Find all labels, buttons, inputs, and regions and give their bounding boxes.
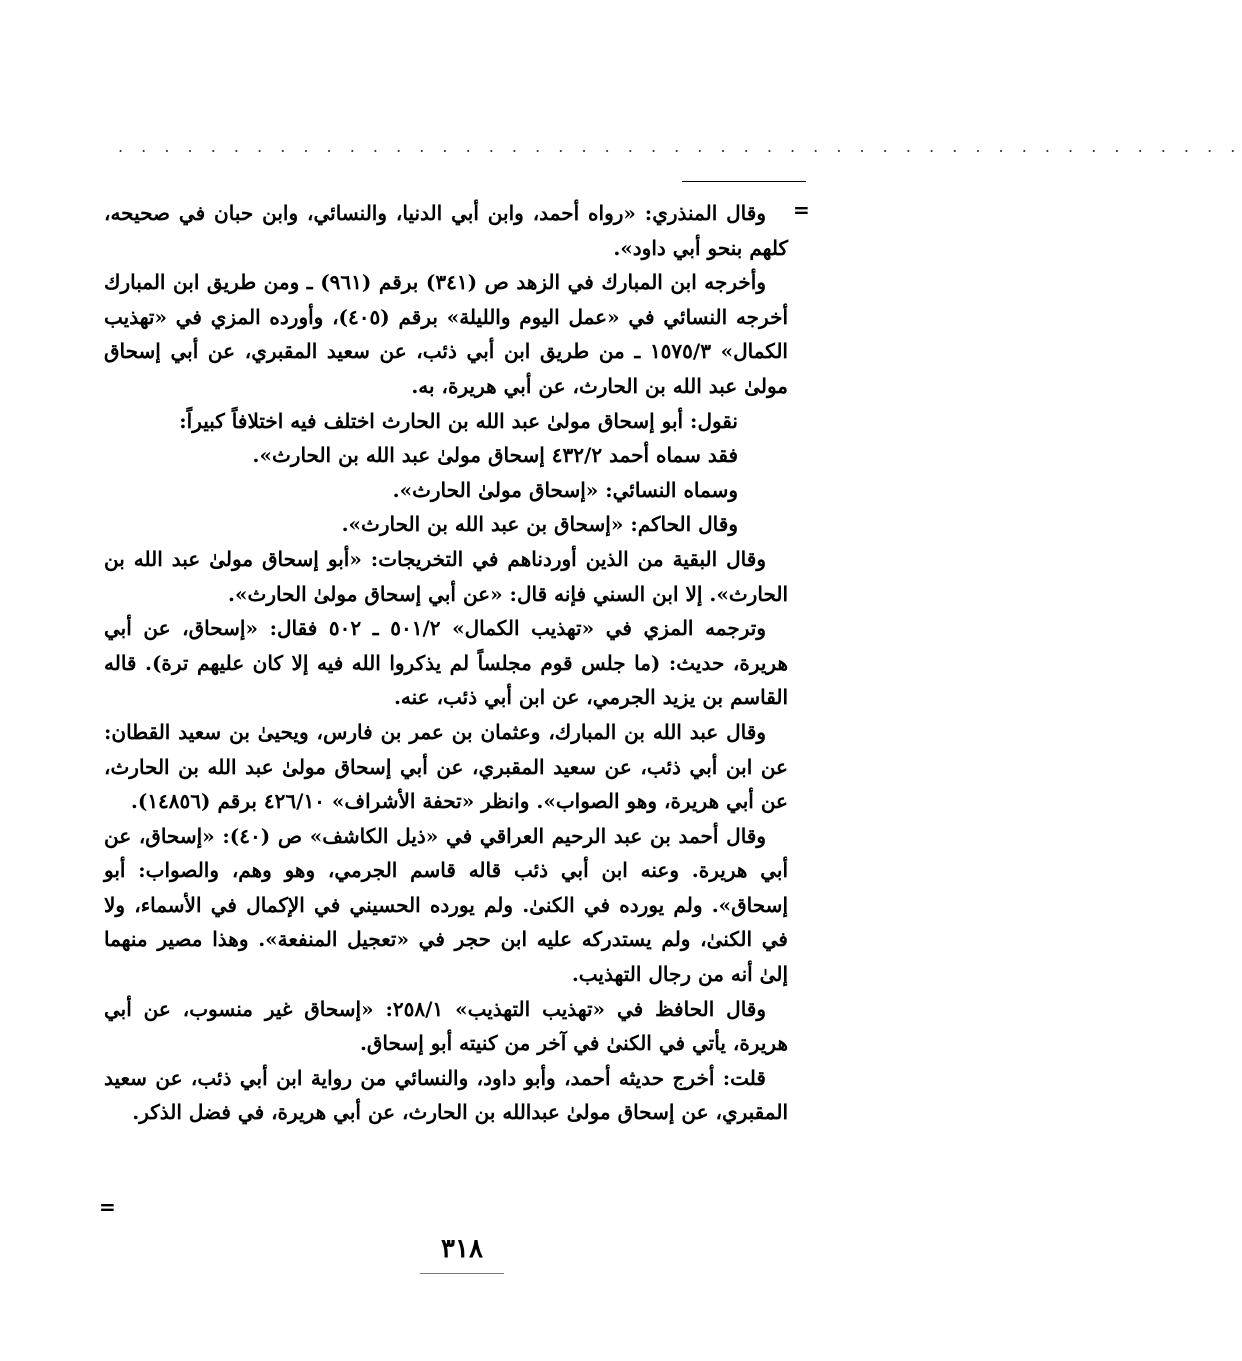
paragraph-iraqi: وقال أحمد بن عبد الرحيم العراقي في «ذيل الكاشف» ص (٤٠): «إسحاق، عن أبي هريرة. وعنه ابن أبي ذئب قاله قاسم الجرمي، وهو وهم، والصواب: أبو إسحاق». ولم يورده في الكنىٰ. ولم يورده الحسيني في الإكمال في الأسماء، ولا في الكنىٰ، ولم يستدركه عليه ابن حجر في «تعجيل المنفعة». وهذا مصير منهما إلىٰ أنه من رجال التهذيب. (104, 823, 788, 987)
separator-dots: . . . . . . . . . . . . . . . . . . . . . . . . . . . . . . . . . . . . . . . . . . . . . . . . . (118, 137, 1242, 156)
footnote-rule (682, 181, 806, 182)
continuation-marker-start: = (793, 198, 810, 222)
page-number: ٣١٨ (441, 1234, 483, 1264)
paragraph-baqiya: وقال البقية من الذين أوردناهم في التخريجات: «أبو إسحاق مولىٰ عبد الله بن الحارث». إلا ابن السني فإنه قال: «عن أبي إسحاق مولىٰ الحارث». (104, 546, 788, 606)
paragraph-abdullah-mubarak: وقال عبد الله بن المبارك، وعثمان بن عمر بن فارس، ويحيىٰ بن سعيد القطان: عن ابن أبي ذئب، عن سعيد المقبري، عن أبي إسحاق مولىٰ عبد الله بن الحارث، عن أبي هريرة، وهو الصواب». وانظر «تحفة الأشراف» ٤٢٦/١٠ برقم (١٤٨٥٦). (104, 719, 788, 814)
paragraph-hafiz: وقال الحافظ في «تهذيب التهذيب» ٢٥٨/١: «إسحاق غير منسوب، عن أبي هريرة، يأتي في الكنىٰ في آخر من كنيته أبو إسحاق. (104, 996, 788, 1056)
paragraph-mundhiri: وقال المنذري: «رواه أحمد، وابن أبي الدنيا، والنسائي، وابن حبان في صحيحه، كلهم بنحو أبي داود». (104, 201, 788, 260)
paragraph-qultu: قلت: أخرج حديثه أحمد، وأبو داود، والنسائي من رواية ابن أبي ذئب، عن سعيد المقبري، عن إسحاق مولىٰ عبدالله بن الحارث، عن أبي هريرة، في فضل الذكر. (104, 1065, 788, 1125)
footnote-text (104, 196, 788, 1130)
page-number-underline (420, 1273, 504, 1274)
paragraph-mizzi: وترجمه المزي في «تهذيب الكمال» ٥٠١/٢ ـ ٥٠٢ فقال: «إسحاق، عن أبي هريرة، حديث: (ما جلس قوم مجلساً لم يذكروا الله فيه إلا كان عليهم ترة). قاله القاسم بن يزيد الجرمي، عن ابن أبي ذئب، عنه. (104, 616, 788, 710)
paragraph-ahmad-naming: فقد سماه أحمد ٤٣٢/٢ إسحاق مولىٰ عبد الله بن الحارث». (252, 443, 738, 468)
paragraph-nasai-naming: وسماه النسائي: «إسحاق مولىٰ الحارث». (392, 477, 738, 502)
continuation-marker-end: = (99, 1195, 116, 1219)
paragraph-hakim-naming: وقال الحاكم: «إسحاق بن عبد الله بن الحارث». (341, 512, 738, 537)
paragraph-naqul: نقول: أبو إسحاق مولىٰ عبد الله بن الحارث اختلف فيه اختلافاً كبيراً: (179, 408, 738, 433)
paragraph-ibn-mubarak: وأخرجه ابن المبارك في الزهد ص (٣٤١) برقم (٩٦١) ـ ومن طريق ابن المبارك أخرجه النسائي في «عمل اليوم والليلة» برقم (٤٠٥)، وأورده المزي في «تهذيب الكمال» ١٥٧٥/٣ ـ من طريق ابن أبي ذئب، عن سعيد المقبري، عن أبي إسحاق مولىٰ عبد الله بن الحارث، عن أبي هريرة، به. (104, 270, 789, 398)
